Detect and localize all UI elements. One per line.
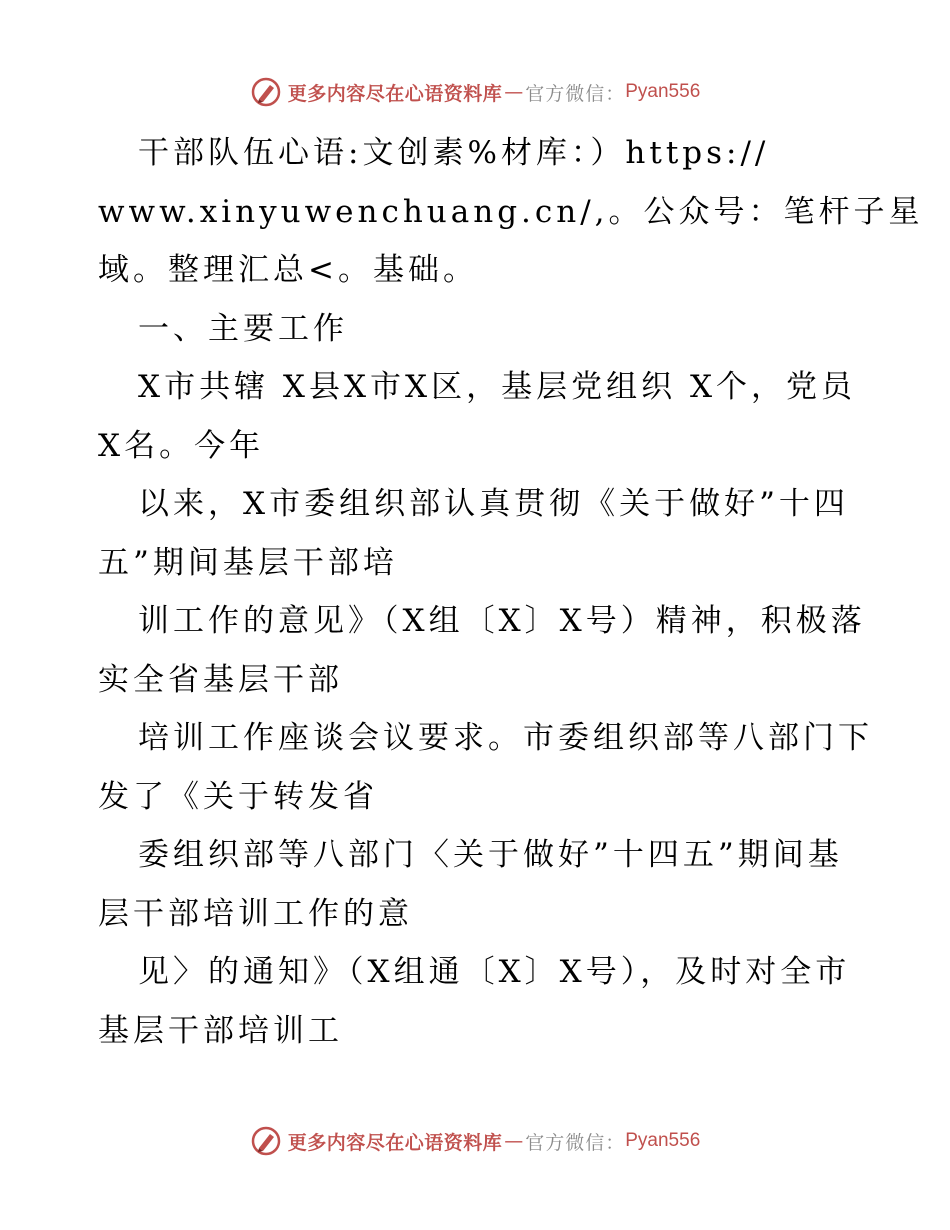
watermark-wechat-id: Pyan556 <box>625 81 701 102</box>
watermark-wechat-id: Pyan556 <box>625 1130 701 1151</box>
text-line: 五”期间基层干部培 <box>98 544 398 581</box>
watermark-wechat-label: 官方微信： <box>525 1131 626 1154</box>
text-line: 层干部培训工作的意 <box>98 895 413 932</box>
text-line: www.xinyuwenchuang.cn/,。公众号：笔杆子星 <box>98 193 924 230</box>
watermark-wechat-label: 官方微信： <box>525 82 626 105</box>
watermark-separator: — <box>504 1130 524 1152</box>
pen-logo-icon <box>250 1125 282 1157</box>
watermark-text: 更多内容尽在心语资料库 <box>287 1131 503 1154</box>
text-line: 一、主要工作 <box>138 310 348 347</box>
text-line: 实全省基层干部 <box>98 661 343 698</box>
text-line: 域。整理汇总<。基础。 <box>98 252 478 288</box>
text-line: X名。今年 <box>98 427 265 464</box>
document-body <box>98 124 924 1060</box>
pen-logo-icon <box>250 76 282 108</box>
watermark-separator: — <box>504 81 524 103</box>
text-line: X市共辖 X县X市X区，基层党组织 X个，党员 <box>138 369 857 405</box>
text-line: 干部队伍心语:文创素%材库：）https:// <box>138 135 770 171</box>
text-line: 以来，X市委组织部认真贯彻《关于做好”十四 <box>138 486 849 522</box>
text-line: 基层干部培训工 <box>98 1012 343 1049</box>
footer-watermark <box>0 1121 950 1161</box>
text-line: 委组织部等八部门〈关于做好”十四五”期间基 <box>138 837 843 873</box>
text-line: 发了《关于转发省 <box>98 778 378 815</box>
header-watermark <box>0 72 950 112</box>
text-line: 见〉的通知》（X组通〔X〕X号），及时对全市 <box>138 954 851 990</box>
text-line: 培训工作座谈会议要求。市委组织部等八部门下 <box>138 720 873 756</box>
watermark-text: 更多内容尽在心语资料库 <box>287 82 503 105</box>
text-line: 训工作的意见》（X组〔X〕X号）精神，积极落 <box>138 603 866 639</box>
